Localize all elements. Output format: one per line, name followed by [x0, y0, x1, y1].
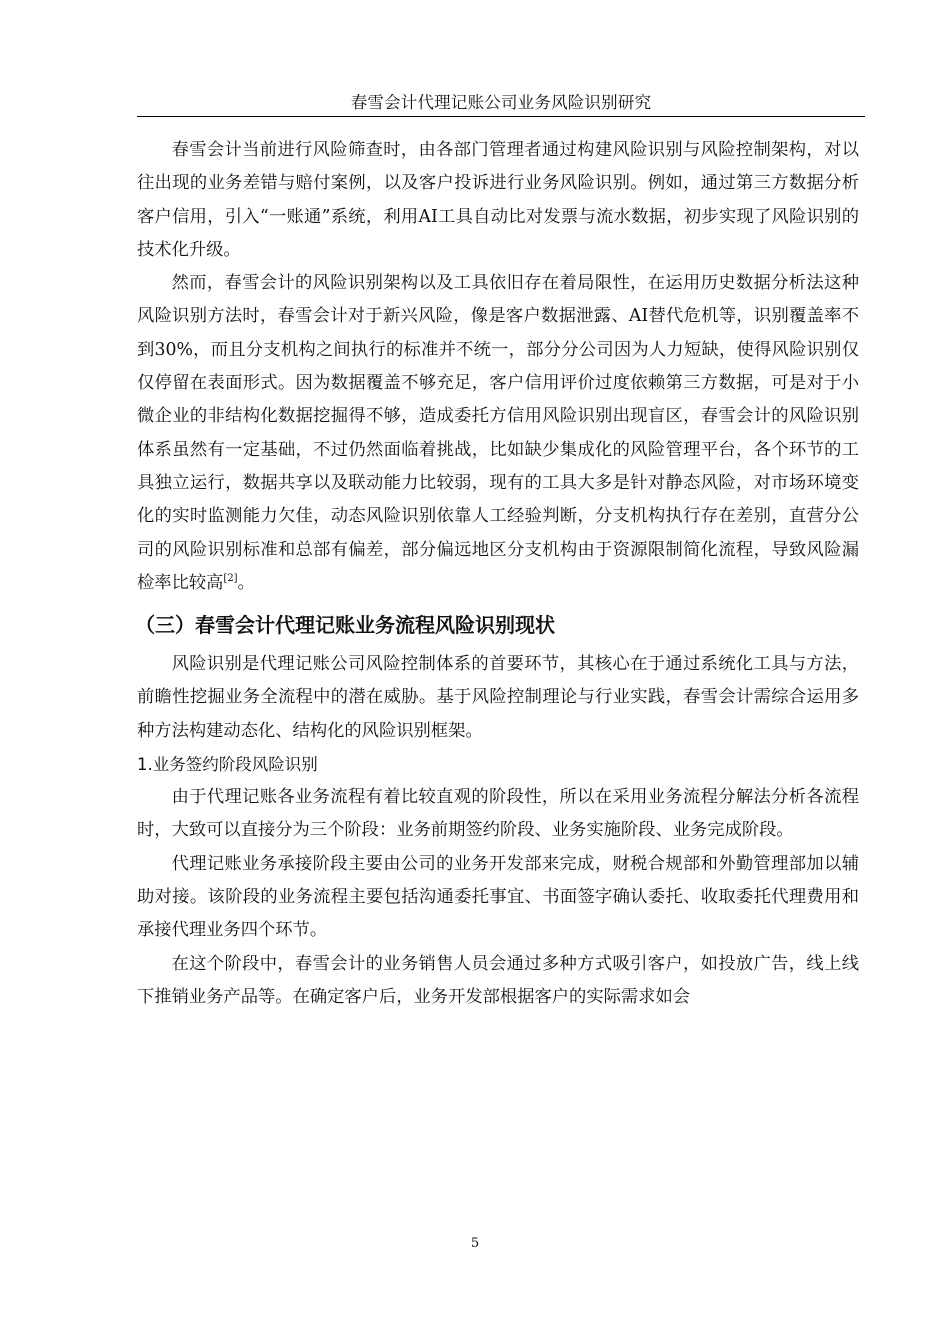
- page-number: 5: [470, 1236, 480, 1251]
- header-rule: [137, 116, 865, 117]
- body-text: [137, 134, 859, 1014]
- section-heading: （三）春雪会计代理记账业务流程风险识别现状: [135, 613, 555, 638]
- running-header: 春雪会计代理记账公司业务风险识别研究: [350, 93, 652, 112]
- paragraph-2-text: 然而，春雪会计的风险识别架构以及工具依旧存在着局限性，在运用历史数据分析法这种风险识别方法时，春雪会计对于新兴风险，像是客户数据泄露、AI替代危机等，识别覆盖率不到30%，而且分支机构之间执行的标准并不统一，部分分公司因为人力短缺，使得风险识别仅仅停留在表面形式。因为数据覆盖不够充足，客户信用评价过度依赖第三方数据，可是对于小微企业的非结构化数据挖掘得不够，造成委托方信用风险识别出现盲区，春雪会计的风险识别体系虽然有一定基础，不过仍然面临着挑战，比如缺少集成化的风险管理平台，各个环节的工具独立运行，数据共享以及联动能力比较弱，现有的工具大多是针对静态风险，对市场环境变化的实时监测能力欠佳，动态风险识别依靠人工经验判断，分支机构执行存在差别，直营分公司的风险识别标准和总部有偏差，部分偏远地区分支机构由于资源限制简化流程，导致风险漏检率比较高: [137, 273, 859, 593]
- paragraph-2-end: 。: [237, 572, 255, 593]
- paragraph-5: 代理记账业务承接阶段主要由公司的业务开发部来完成，财税合规部和外勤管理部加以辅助对接。该阶段的业务流程主要包括沟通委托事宜、书面签字确认委托、收取委托代理费用和承接代理业务四个环节。: [137, 853, 859, 941]
- citation-2[interactable]: [2]: [223, 573, 238, 585]
- paragraph-4: 由于代理记账各业务流程有着比较直观的阶段性，所以在采用业务流程分解法分析各流程时，大致可以直接分为三个阶段：业务前期签约阶段、业务实施阶段、业务完成阶段。: [137, 787, 859, 841]
- paragraph-1: 春雪会计当前进行风险筛查时，由各部门管理者通过构建风险识别与风险控制架构，对以往出现的业务差错与赔付案例，以及客户投诉进行业务风险识别。例如，通过第三方数据分析客户信用，引入“一账通”系统，利用AI工具自动比对发票与流水数据，初步实现了风险识别的技术化升级。: [137, 140, 859, 260]
- sub-heading: 1.业务签约阶段风险识别: [137, 755, 318, 775]
- paragraph-3: 风险识别是代理记账公司风险控制体系的首要环节，其核心在于通过系统化工具与方法，前瞻性挖掘业务全流程中的潜在威胁。基于风险控制理论与行业实践，春雪会计需综合运用多种方法构建动态化、结构化的风险识别框架。: [137, 654, 859, 741]
- paragraph-6: 在这个阶段中，春雪会计的业务销售人员会通过多种方式吸引客户，如投放广告，线上线下推销业务产品等。在确定客户后，业务开发部根据客户的实际需求如会: [137, 953, 859, 1007]
- paragraph-2: [137, 267, 859, 600]
